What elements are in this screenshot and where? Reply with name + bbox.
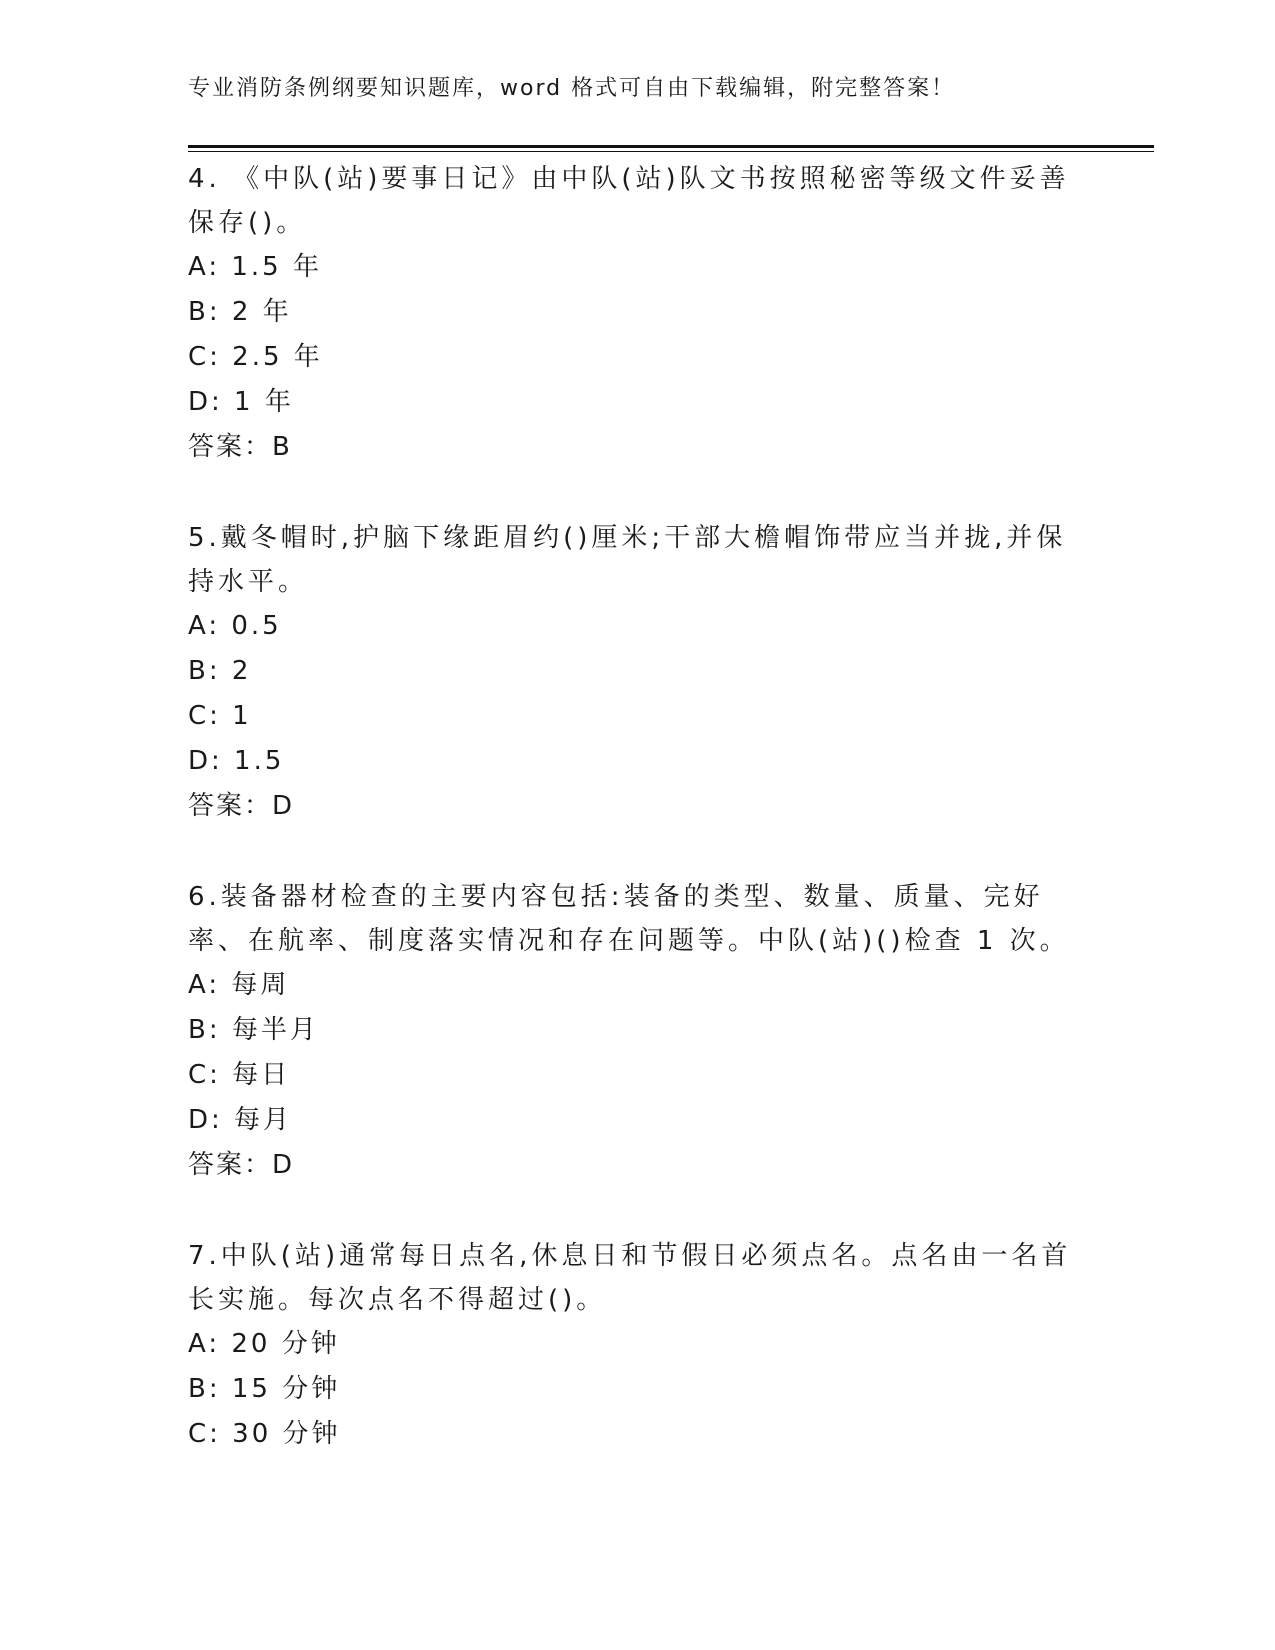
option-b: B: 15 分钟 [188,1374,341,1404]
option-a: A: 0.5 [188,611,282,641]
answer-line: 答案：D [188,1150,295,1180]
option-b: B: 2 [188,656,252,686]
option-b: B: 2 年 [188,297,292,327]
option-a: A: 20 分钟 [188,1329,340,1359]
option-c: C: 30 分钟 [188,1419,341,1449]
option-d: D: 每月 [188,1105,293,1135]
option-d: D: 1.5 [188,746,285,776]
option-c: C: 2.5 年 [188,342,323,372]
answer-line: 答案：D [188,791,295,821]
question-list [188,157,1088,1503]
option-a: A: 每周 [188,970,290,1000]
question-stem: 7.中队(站)通常每日点名,休息日和节假日必须点名。点名由一名首长实施。每次点名不得超过()。 [188,1241,1072,1315]
question-6 [188,875,1088,1188]
option-d: D: 1 年 [188,387,294,417]
question-4 [188,157,1088,470]
question-stem: 6.装备器材检查的主要内容包括:装备的类型、数量、质量、完好率、在航率、制度落实情况和存在问题等。中队(站)()检查 1 次。 [188,882,1070,956]
document-header: 专业消防条例纲要知识题库，word 格式可自由下载编辑，附完整答案！ [188,76,956,101]
question-7 [188,1234,1088,1457]
option-b: B: 每半月 [188,1015,319,1045]
answer-line: 答案：B [188,432,292,462]
option-c: C: 每日 [188,1060,291,1090]
option-c: C: 1 [188,701,252,731]
option-a: A: 1.5 年 [188,252,322,282]
question-stem: 5.戴冬帽时,护脑下缘距眉约()厘米;干部大檐帽饰带应当并拢,并保持水平。 [188,523,1067,597]
header-divider-thick [188,145,1154,148]
question-5 [188,516,1088,829]
header-divider-thin [188,151,1154,152]
question-stem: 4. 《中队(站)要事日记》由中队(站)队文书按照秘密等级文件妥善保存()。 [188,164,1070,238]
